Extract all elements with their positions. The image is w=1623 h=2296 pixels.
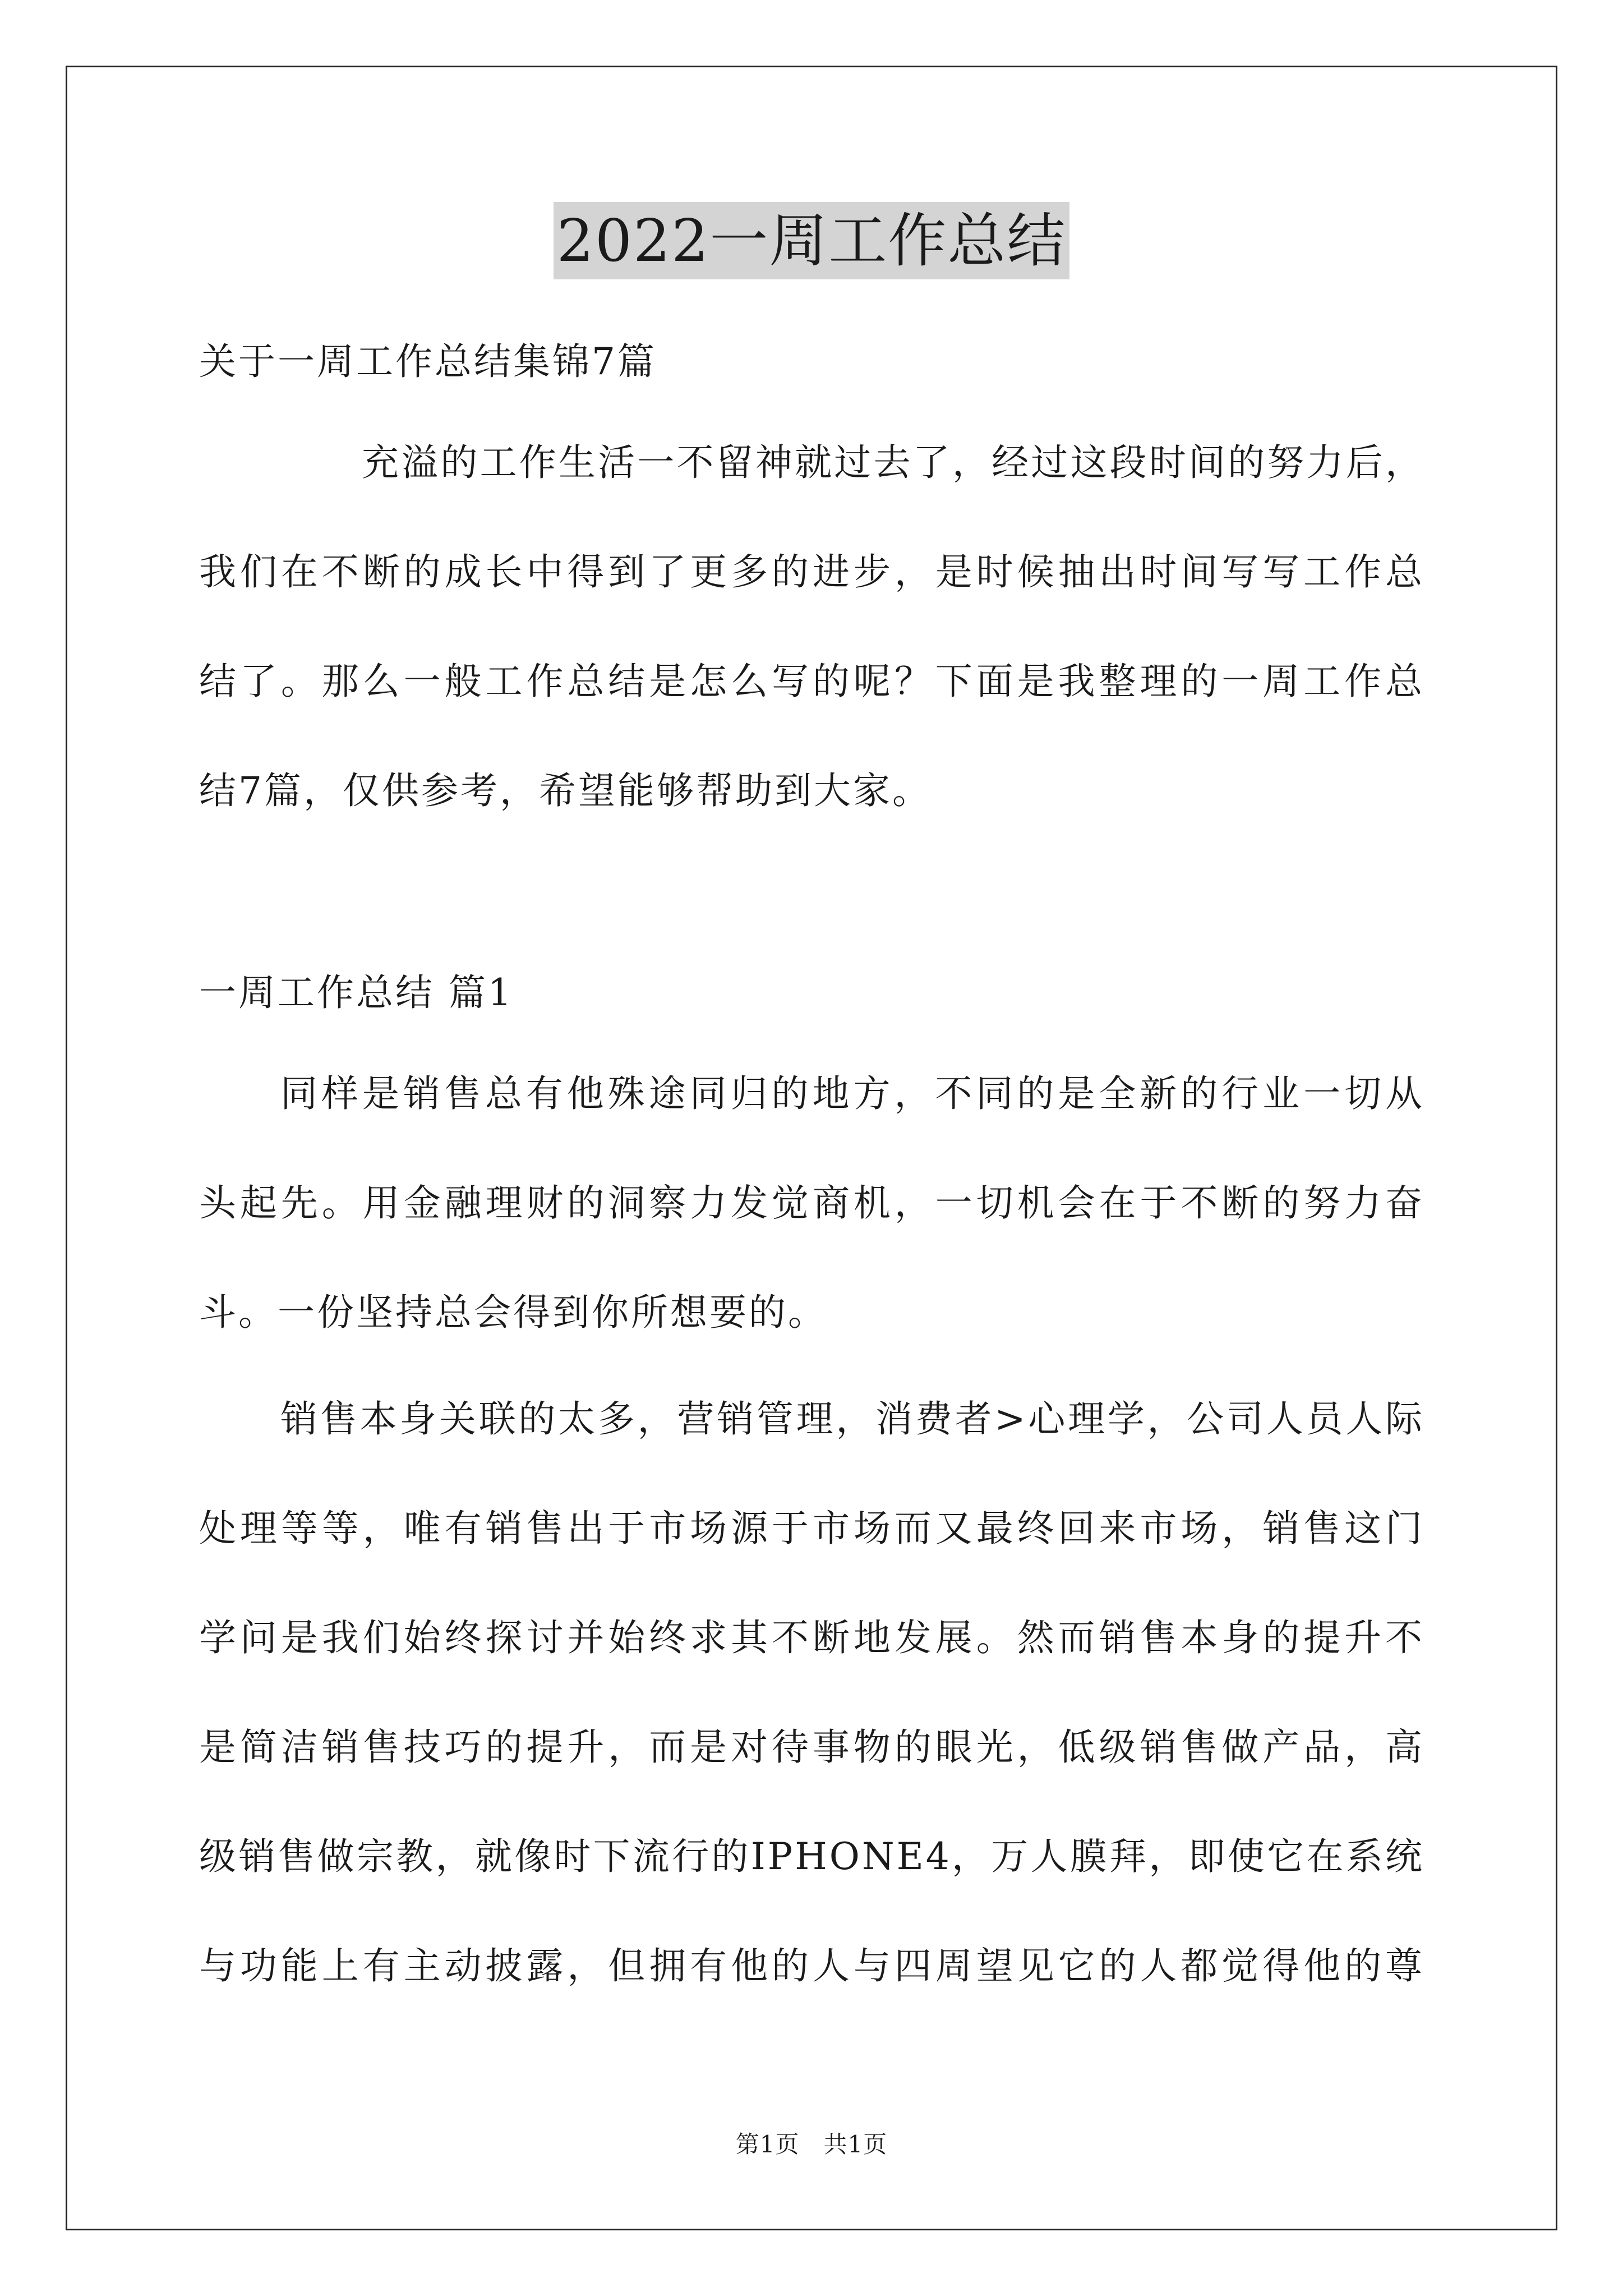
paragraph-line: 与功能上有主动披露，但拥有他的人与四周望见它的人都觉得他的尊	[199, 1944, 1424, 1987]
intro-line: 我们在不断的成长中得到了更多的进步，是时候抽出时间写写工作总	[199, 550, 1424, 593]
paragraph-line: 销售本身关联的太多，营销管理，消费者>心理学，公司人员人际	[280, 1397, 1424, 1441]
section-heading: 一周工作总结 篇1	[199, 971, 514, 1014]
paragraph-line: 处理等等，唯有销售出于市场源于市场而又最终回来市场，销售这门	[199, 1507, 1424, 1550]
paragraph-line: 头起先。用金融理财的洞察力发觉商机，一切机会在于不断的努力奋	[199, 1181, 1424, 1225]
paragraph-line: 斗。一份坚持总会得到你所想要的。	[199, 1291, 827, 1334]
intro-line: 结7篇，仅供参考，希望能够帮助到大家。	[199, 769, 932, 812]
paragraph-line: 级销售做宗教，就像时下流行的IPHONE4，万人膜拜，即使它在系统	[199, 1835, 1424, 1878]
paragraph-line: 学问是我们始终探讨并始终求其不断地发展。然而销售本身的提升不	[199, 1616, 1424, 1659]
intro-line: 结了。那么一般工作总结是怎么写的呢？下面是我整理的一周工作总	[199, 660, 1424, 703]
document-title: 2022一周工作总结	[554, 202, 1070, 279]
paragraph-line: 是简洁销售技巧的提升，而是对待事物的眼光，低级销售做产品，高	[199, 1726, 1424, 1769]
paragraph-line: 同样是销售总有他殊途同归的地方，不同的是全新的行业一切从	[280, 1072, 1424, 1115]
title-container	[0, 202, 1623, 279]
intro-line: 充溢的工作生活一不留神就过去了，经过这段时间的努力后，	[362, 441, 1424, 484]
document-subtitle: 关于一周工作总结集锦7篇	[199, 340, 657, 383]
page-border	[66, 66, 1557, 2230]
page-footer: 第1页 共1页	[735, 2131, 888, 2158]
